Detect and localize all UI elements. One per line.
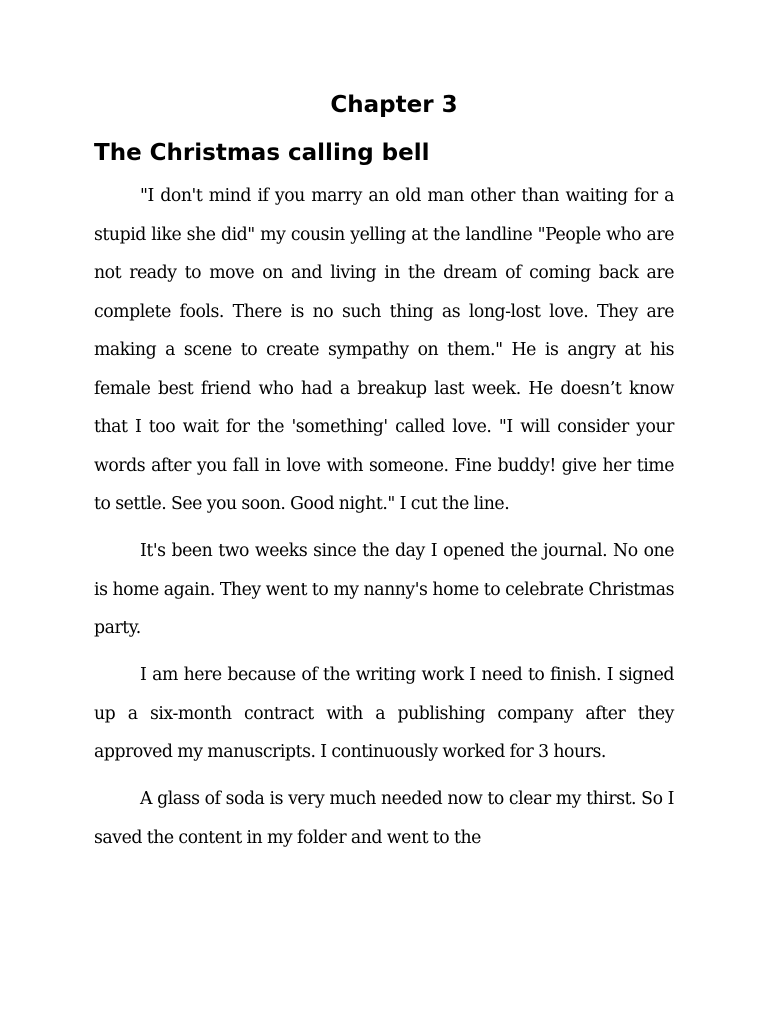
chapter-number: Chapter 3 xyxy=(330,92,458,118)
paragraph: "I don't mind if you marry an old man other than waiting for a stupid like she did" my cousin yelling at the landline "People who are not ready to move on and living in the dream of coming back are complete fools. There is no such thing as long-lost love. They are making a scene to create sympathy on them." He is angry at his female best friend who had a breakup last week. He doesn’t know that I too wait for the 'something' called love. "I will consider your words after you fall in love with someone. Fine buddy! give her time to settle. See you soon. Good night." I cut the line. xyxy=(94,186,674,514)
paragraph: A glass of soda is very much needed now to clear my thirst. So I saved the content in my folder and went to the xyxy=(94,789,674,848)
chapter-body xyxy=(94,177,674,866)
paragraph: I am here because of the writing work I need to finish. I signed up a six-month contract with a publishing company after they approved my manuscripts. I continuously worked for 3 hours. xyxy=(94,665,674,762)
chapter-title: The Christmas calling bell xyxy=(94,140,430,166)
paragraph: It's been two weeks since the day I opened the journal. No one is home again. They went to my nanny's home to celebrate Christmas party. xyxy=(94,541,674,638)
